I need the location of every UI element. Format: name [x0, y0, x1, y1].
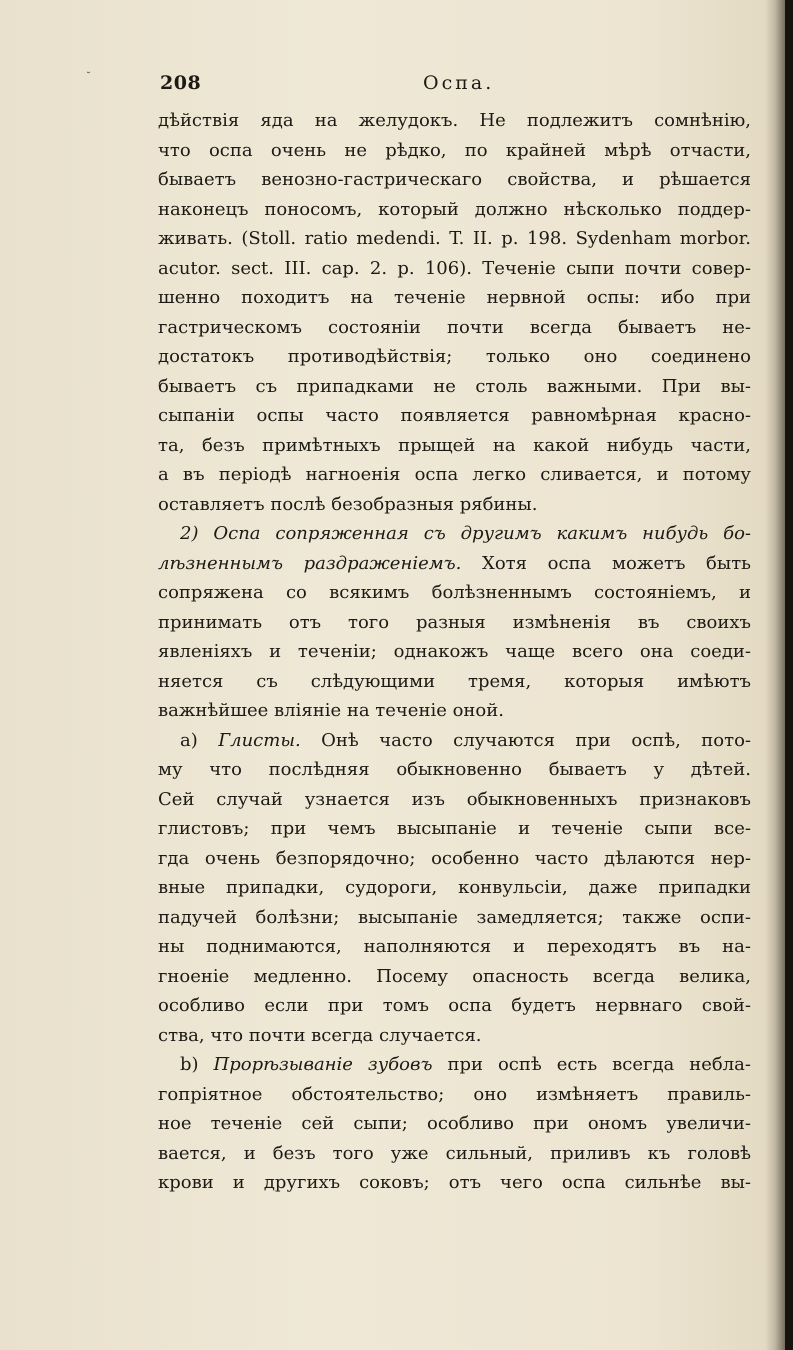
text-line: та, безъ примѣтныхъ прыщей на какой нибудь части,	[158, 434, 751, 456]
text-line: достатокъ противодѣйствія; только оно соединено	[158, 346, 751, 367]
text-line: а въ періодѣ нагноенія оспа легко сливается, и потому	[158, 464, 751, 485]
text-line: a) Глисты. Онѣ часто случаются при оспѣ, пото-	[180, 729, 751, 751]
text-line: бываетъ венозно-гастрическаго свойства, и рѣшается	[158, 169, 751, 190]
text-line: глистовъ; при чемъ высыпаніе и теченіе сыпи все-	[158, 818, 751, 839]
page-number: 208	[160, 72, 202, 94]
text-line: важнѣйшее вліяніе на теченіе оной.	[158, 700, 504, 721]
text-line: гноеніе медленно. Посему опасность всегда велика,	[158, 965, 751, 987]
text-line: няется съ слѣдующими тремя, которыя имѣютъ	[158, 670, 751, 692]
text-line: acutor. sect. III. cap. 2. p. 106). Теченіе сыпи почти совер-	[158, 257, 751, 279]
text-line: 2) Оспа сопряженная съ другимъ какимъ нибудь бо-	[180, 523, 751, 544]
text-line: му что послѣдняя обыкновенно бываетъ у дѣтей.	[158, 759, 751, 780]
book-binding-edge	[785, 0, 793, 1350]
running-title: Оспа.	[423, 72, 495, 94]
text-line: лѣзненнымъ раздраженіемъ. Хотя оспа можетъ быть	[158, 552, 751, 574]
text-line: вается, и безъ того уже сильный, приливъ къ головѣ	[158, 1142, 751, 1164]
text-line: b) Прорѣзываніе зубовъ при оспѣ есть всегда небла-	[180, 1054, 751, 1075]
page-header	[160, 72, 745, 102]
text-line: вные припадки, судороги, конвульсіи, даже припадки	[158, 877, 751, 898]
text-line: ства, что почти всегда случается.	[158, 1024, 482, 1046]
text-line: гопріятное обстоятельство; оно измѣняетъ правиль-	[158, 1083, 751, 1105]
text-line: наконецъ поносомъ, который должно нѣсколько поддер-	[158, 198, 751, 220]
text-line: шенно походитъ на теченіе нервной оспы: ибо при	[158, 287, 751, 308]
text-line: оставляетъ послѣ безобразныя рябины.	[158, 493, 538, 515]
text-line: принимать отъ того разныя измѣненія въ своихъ	[158, 611, 751, 633]
text-line: крови и другихъ соковъ; отъ чего оспа сильнѣе вы-	[158, 1172, 751, 1193]
text-line: сыпаніи оспы часто появляется равномѣрная красно-	[158, 405, 751, 426]
text-line: ны поднимаются, наполняются и переходятъ въ на-	[158, 936, 751, 957]
text-line: дѣйствія яда на желудокъ. Не подлежитъ сомнѣнію,	[158, 110, 751, 131]
text-line: гда очень безпорядочно; особенно часто дѣлаются нер-	[158, 847, 751, 869]
text-line: сопряжена со всякимъ болѣзненнымъ состояніемъ, и	[158, 582, 751, 603]
text-line: ное теченіе сей сыпи; особливо при ономъ увеличи-	[158, 1113, 751, 1134]
margin-mark: ˘	[86, 72, 91, 83]
body-text	[158, 106, 751, 1198]
text-line: падучей болѣзни; высыпаніе замедляется; также оспи-	[158, 906, 751, 928]
text-line: что оспа очень не рѣдко, по крайней мѣрѣ отчасти,	[158, 139, 751, 161]
text-line: живать. (Stoll. ratio medendi. T. II. p. 198. Sydenham morbor.	[158, 228, 751, 249]
text-line: гастрическомъ состояніи почти всегда бываетъ не-	[158, 316, 751, 338]
text-line: бываетъ съ припадками не столь важными. При вы-	[158, 375, 751, 397]
text-line: особливо если при томъ оспа будетъ нервнаго свой-	[158, 995, 751, 1016]
text-line: Сей случай узнается изъ обыкновенныхъ признаковъ	[158, 788, 751, 810]
text-line: явленіяхъ и теченіи; однакожъ чаще всего она соеди-	[158, 641, 751, 662]
